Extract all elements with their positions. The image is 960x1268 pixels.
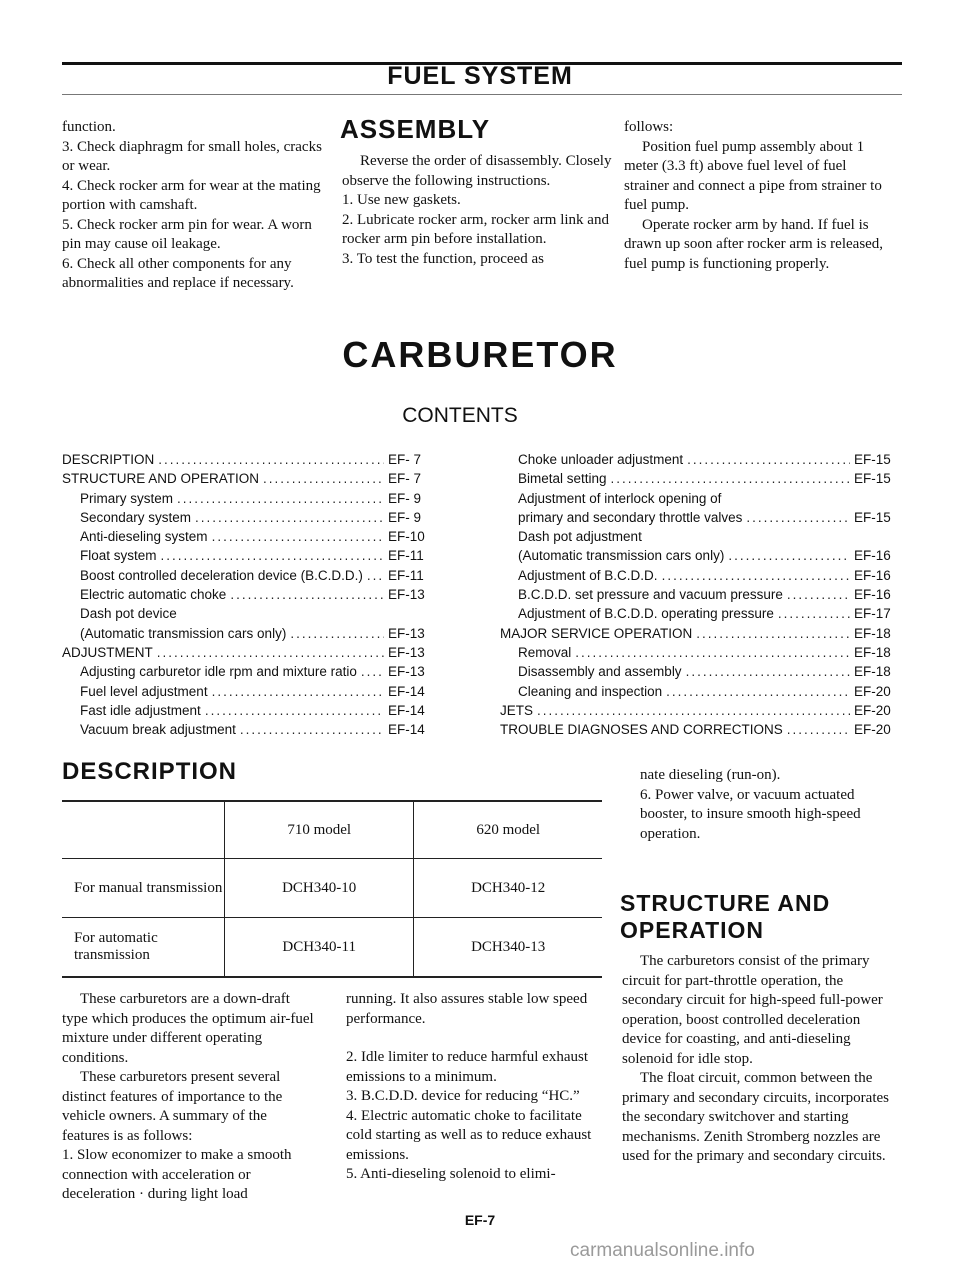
- toc-entry[interactable]: TROUBLE DIAGNOSES AND CORRECTIONS ..... EF-20: [500, 722, 900, 741]
- paragraph: Reverse the order of disassembly. Closely observe the following instructions.: [342, 153, 612, 189]
- table-row: [62, 918, 602, 978]
- carburetor-heading: CARBURETOR: [342, 334, 618, 375]
- paragraph: 1. Use new gaskets.: [342, 192, 461, 208]
- paragraph: 4. Check rocker arm for wear at the mating portion with camshaft.: [62, 177, 321, 213]
- assembly-heading: ASSEMBLY: [340, 114, 491, 144]
- paragraph: The float circuit, common between the primary and secondary circuits, incorporates the secondary switchover and starting mechanisms. Zenith Stromberg nozzles are used for the primary and secondary circuits.: [622, 1070, 889, 1164]
- toc-entry[interactable]: MAJOR SERVICE OPERATION ..... EF-18: [500, 626, 900, 645]
- paragraph: 6. Check all other components for any abnormalities and replace if necessary.: [62, 255, 294, 291]
- description-middle-column: [346, 990, 602, 1185]
- section-title: FUEL SYSTEM: [387, 62, 573, 90]
- toc-entry[interactable]: B.C.D.D. set pressure and vacuum pressure ..... EF-16: [500, 587, 900, 606]
- paragraph: nate dieseling (run-on).: [640, 767, 781, 783]
- paragraph: 5. Check rocker arm pin for wear. A worn pin may cause oil leakage.: [62, 216, 312, 252]
- paragraph: Position fuel pump assembly about 1 meter (3.3 ft) above fuel level of fuel strainer and connect a pipe from strainer to fuel pump.: [624, 138, 882, 213]
- toc-entry[interactable]: primary and secondary throttle valves ..... EF-15: [500, 510, 900, 529]
- paragraph: 3. To test the function, proceed as: [342, 250, 544, 267]
- paragraph: The carburetors consist of the primary circuit for part-throttle operation, the secondary circuit for high-speed full-power operation, boost controlled deceleration device for coasting, and anti-dieseling solenoid for idle stop.: [622, 953, 883, 1067]
- structure-heading: STRUCTURE AND OPERATION: [620, 890, 831, 943]
- toc-entry[interactable]: Vacuum break adjustment ..... EF-14: [62, 722, 434, 741]
- header-underline: [62, 94, 902, 95]
- table-header-cell: 710 model: [225, 801, 414, 859]
- toc-entry: Dash pot adjustment: [518, 529, 642, 545]
- table-cell: DCH340-10: [225, 859, 414, 918]
- toc-entry[interactable]: Anti-dieseling system ..... EF-10: [62, 529, 434, 548]
- right-top-column: [624, 118, 894, 274]
- contents-heading: CONTENTS: [402, 404, 518, 427]
- toc-entry[interactable]: Float system ..... EF-11: [62, 548, 434, 567]
- table-header-row: [62, 801, 602, 859]
- toc-entry[interactable]: Bimetal setting ..... EF-15: [500, 471, 900, 490]
- toc-entry[interactable]: Disassembly and assembly ..... EF-18: [500, 664, 900, 683]
- paragraph: function.: [62, 119, 116, 135]
- toc-entry[interactable]: Adjustment of B.C.D.D. operating pressure ..... EF-17: [500, 606, 900, 625]
- paragraph: 5. Anti-dieseling solenoid to elimi-: [346, 1166, 556, 1182]
- toc-entry[interactable]: Secondary system ..... EF- 9: [62, 510, 434, 529]
- toc-entry: Adjustment of interlock opening of: [518, 490, 722, 506]
- paragraph: 2. Lubricate rocker arm, rocker arm link and rocker arm pin before installation.: [342, 211, 609, 247]
- toc-entry[interactable]: Fast idle adjustment ..... EF-14: [62, 703, 434, 722]
- table-row: [62, 859, 602, 918]
- toc-entry[interactable]: (Automatic transmission cars only) ..... EF-13: [62, 626, 434, 645]
- table-cell: DCH340-13: [414, 918, 602, 978]
- toc-entry[interactable]: Boost controlled deceleration device (B.C.D.D.) ..... EF-11: [62, 568, 434, 587]
- toc-entry[interactable]: Adjustment of B.C.D.D. ..... EF-16: [500, 568, 900, 587]
- table-header-cell: 620 model: [414, 801, 602, 859]
- description-right-column: [640, 766, 896, 844]
- paragraph: 3. Check diaphragm for small holes, cracks or wear.: [62, 138, 322, 174]
- paragraph: Operate rocker arm by hand. If fuel is drawn up soon after rocker arm is released, fuel pump is functioning properly.: [624, 216, 884, 272]
- toc-entry[interactable]: Cleaning and inspection ..... EF-20: [500, 684, 900, 703]
- table-row-label: For manual transmission: [62, 859, 225, 918]
- paragraph: 3. B.C.D.D. device for reducing “HC.”: [346, 1088, 580, 1104]
- paragraph: running. It also assures stable low speed performance.: [346, 991, 588, 1027]
- table-header-cell: [62, 801, 225, 859]
- description-heading: DESCRIPTION: [62, 758, 238, 785]
- paragraph: 1. Slow economizer to make a smooth connection with acceleration or deceleration · during light load: [62, 1147, 292, 1202]
- toc-entry[interactable]: JETS ..... EF-20: [500, 703, 900, 722]
- paragraph: These carburetors present several distinct features of importance to the vehicle owners. A summary of the features is as follows:: [62, 1069, 283, 1144]
- left-top-column: [62, 118, 324, 294]
- paragraph: 2. Idle limiter to reduce harmful exhaust emissions to a minimum.: [346, 1049, 588, 1085]
- toc-right: [500, 452, 900, 741]
- toc-entry[interactable]: Electric automatic choke ..... EF-13: [62, 587, 434, 606]
- toc-entry[interactable]: ADJUSTMENT ..... EF-13: [62, 645, 434, 664]
- toc-entry[interactable]: Choke unloader adjustment ..... EF-15: [500, 452, 900, 471]
- table-cell: DCH340-12: [414, 859, 602, 918]
- toc-entry[interactable]: Removal ..... EF-18: [500, 645, 900, 664]
- structure-column: [622, 952, 894, 1167]
- page-number: EF-7: [464, 1212, 496, 1228]
- toc-entry[interactable]: (Automatic transmission cars only) ..... EF-16: [500, 548, 900, 567]
- model-table: [62, 800, 602, 978]
- toc-entry[interactable]: Primary system ..... EF- 9: [62, 491, 434, 510]
- toc-entry[interactable]: DESCRIPTION ..... EF- 7: [62, 452, 434, 471]
- toc-left: [62, 452, 434, 741]
- paragraph: 4. Electric automatic choke to facilitate cold starting as well as to reduce exhaust emissions.: [346, 1107, 592, 1163]
- toc-entry: Dash pot device: [80, 606, 177, 622]
- toc-entry[interactable]: Adjusting carburetor idle rpm and mixture ratio ..... EF-13: [62, 664, 434, 683]
- description-left-column: [62, 990, 318, 1205]
- paragraph: These carburetors are a down-draft type which produces the optimum air-fuel mixture under different operating conditions.: [62, 991, 314, 1066]
- paragraph: follows:: [624, 119, 674, 135]
- toc-entry[interactable]: Fuel level adjustment ..... EF-14: [62, 684, 434, 703]
- table-row-label: For automatic transmission: [62, 918, 225, 978]
- table-cell: DCH340-11: [225, 918, 414, 978]
- toc-entry[interactable]: STRUCTURE AND OPERATION ..... EF- 7: [62, 471, 434, 490]
- watermark: carmanualsonline.info: [570, 1240, 755, 1261]
- paragraph: 6. Power valve, or vacuum actuated booster, to insure smooth high-speed operation.: [640, 786, 861, 842]
- assembly-column: [342, 152, 612, 269]
